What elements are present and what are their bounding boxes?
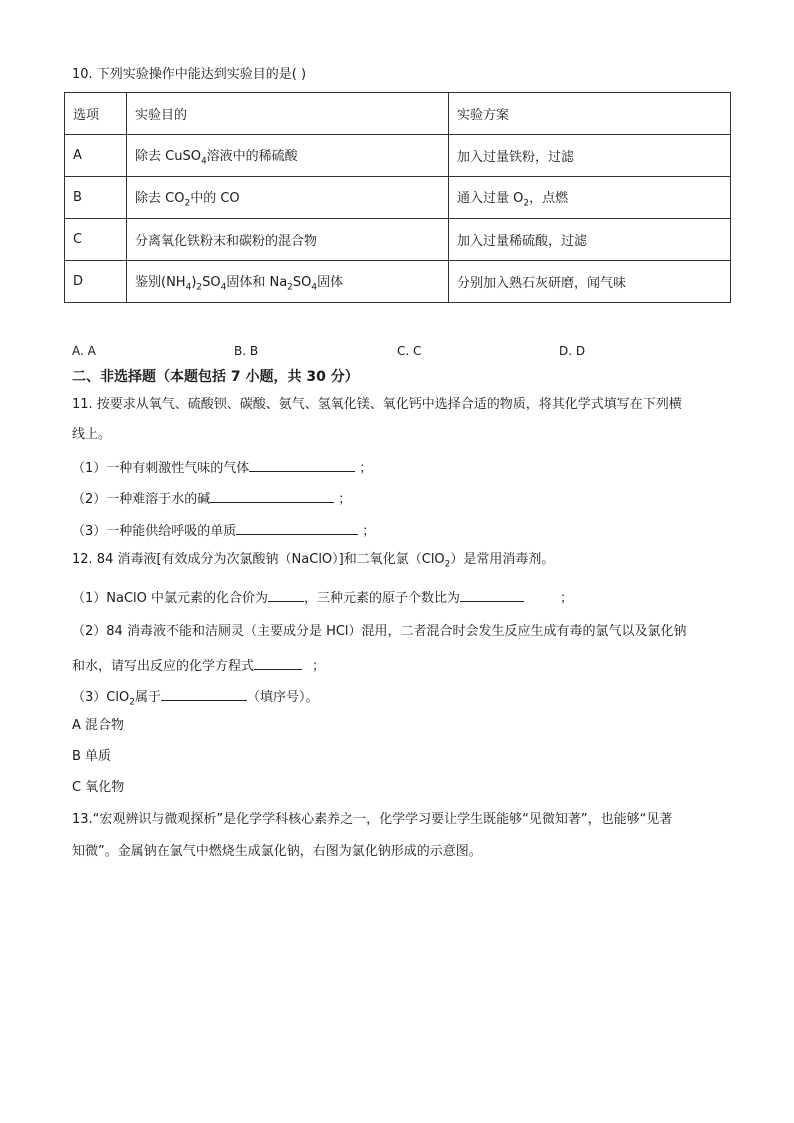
row-plan: 通入过量 $O_2$，点燃 xyxy=(449,177,731,219)
answer-blank[interactable] xyxy=(161,686,247,701)
table-row xyxy=(65,135,731,177)
row-option: A xyxy=(65,135,127,177)
answer-blank[interactable] xyxy=(236,520,358,535)
answer-blank[interactable] xyxy=(210,488,334,503)
answer-blank[interactable] xyxy=(460,587,524,602)
header-purpose: 实验目的 xyxy=(127,93,449,135)
q12-option-a: A 混合物 xyxy=(72,718,125,733)
table-row xyxy=(65,219,731,261)
table-row xyxy=(65,261,731,303)
q11-stem-line2: 线上。 xyxy=(72,427,112,442)
answer-blank[interactable] xyxy=(249,457,355,472)
choice-c: C. C xyxy=(397,344,422,358)
q12-part-3: （3）ClO$_2$属于 （填序号）。 xyxy=(72,686,318,712)
row-option: C xyxy=(65,219,127,261)
answer-blank[interactable] xyxy=(254,655,302,670)
row-option: D xyxy=(65,261,127,303)
choice-a: A. A xyxy=(72,344,96,358)
answer-blank[interactable] xyxy=(268,587,304,602)
row-plan: 加入过量铁粉，过滤 xyxy=(449,135,731,177)
q10-stem: 10. 下列实验操作中能达到实验目的是( ) xyxy=(72,67,307,82)
row-purpose: 分离氧化铁粉末和碳粉的混合物 xyxy=(127,219,449,261)
q11-stem-line1: 11. 按要求从氧气、硫酸钡、碳酸、氨气、氢氧化镁、氧化钙中选择合适的物质，将其化学式填写在下列横 xyxy=(72,397,682,412)
q13-line1: 13.“宏观辨识与微观探析”是化学学科核心素养之一，化学学习要让学生既能够“见微知著”，也能够“见著 xyxy=(72,812,673,827)
table-row xyxy=(65,177,731,219)
row-plan: 加入过量稀硫酸，过滤 xyxy=(449,219,731,261)
q12-part-1: （1）NaClO 中氯元素的化合价为 ，三种元素的原子个数比为 ； xyxy=(72,587,573,608)
row-plan: 分别加入熟石灰研磨，闻气味 xyxy=(449,261,731,303)
header-plan: 实验方案 xyxy=(449,93,731,135)
q12-part-2-line2: 和水，请写出反应的化学方程式 ； xyxy=(72,655,325,676)
choice-b: B. B xyxy=(234,344,259,358)
row-option: B xyxy=(65,177,127,219)
q11-item-1: （1）一种有刺激性气味的气体 ； xyxy=(72,457,372,478)
header-option: 选项 xyxy=(65,93,127,135)
row-purpose: 除去 $CO_2$中的 CO xyxy=(127,177,449,219)
section-heading: 二、非选择题（本题包括 7 小题，共 30 分） xyxy=(72,369,359,385)
row-purpose: 鉴别$(NH_4)_2SO_4$固体和 $Na_2SO_4$固体 xyxy=(127,261,449,303)
q12-stem: 12. 84 消毒液[有效成分为次氯酸钠（NaClO）]和二氧化氯（ClO$_2$）是常用消毒剂。 xyxy=(72,552,555,570)
choice-d: D. D xyxy=(559,344,586,358)
q12-option-b: B 单质 xyxy=(72,749,112,764)
row-purpose: 除去 CuSO$_4$溶液中的稀硫酸 xyxy=(127,135,449,177)
q11-item-2: （2）一种难溶于水的碱 ； xyxy=(72,488,351,509)
experiment-table xyxy=(64,92,731,303)
q11-item-3: （3）一种能供给呼吸的单质 ； xyxy=(72,520,375,541)
table-header-row xyxy=(65,93,731,135)
q12-option-c: C 氧化物 xyxy=(72,780,125,795)
q12-part-2-line1: （2）84 消毒液不能和洁厕灵（主要成分是 HCl）混用，二者混合时会发生反应生成有毒的氯气以及氯化钠 xyxy=(72,624,687,639)
q13-line2: 知微”。金属钠在氯气中燃烧生成氯化钠，右图为氯化钠形成的示意图。 xyxy=(72,844,482,859)
